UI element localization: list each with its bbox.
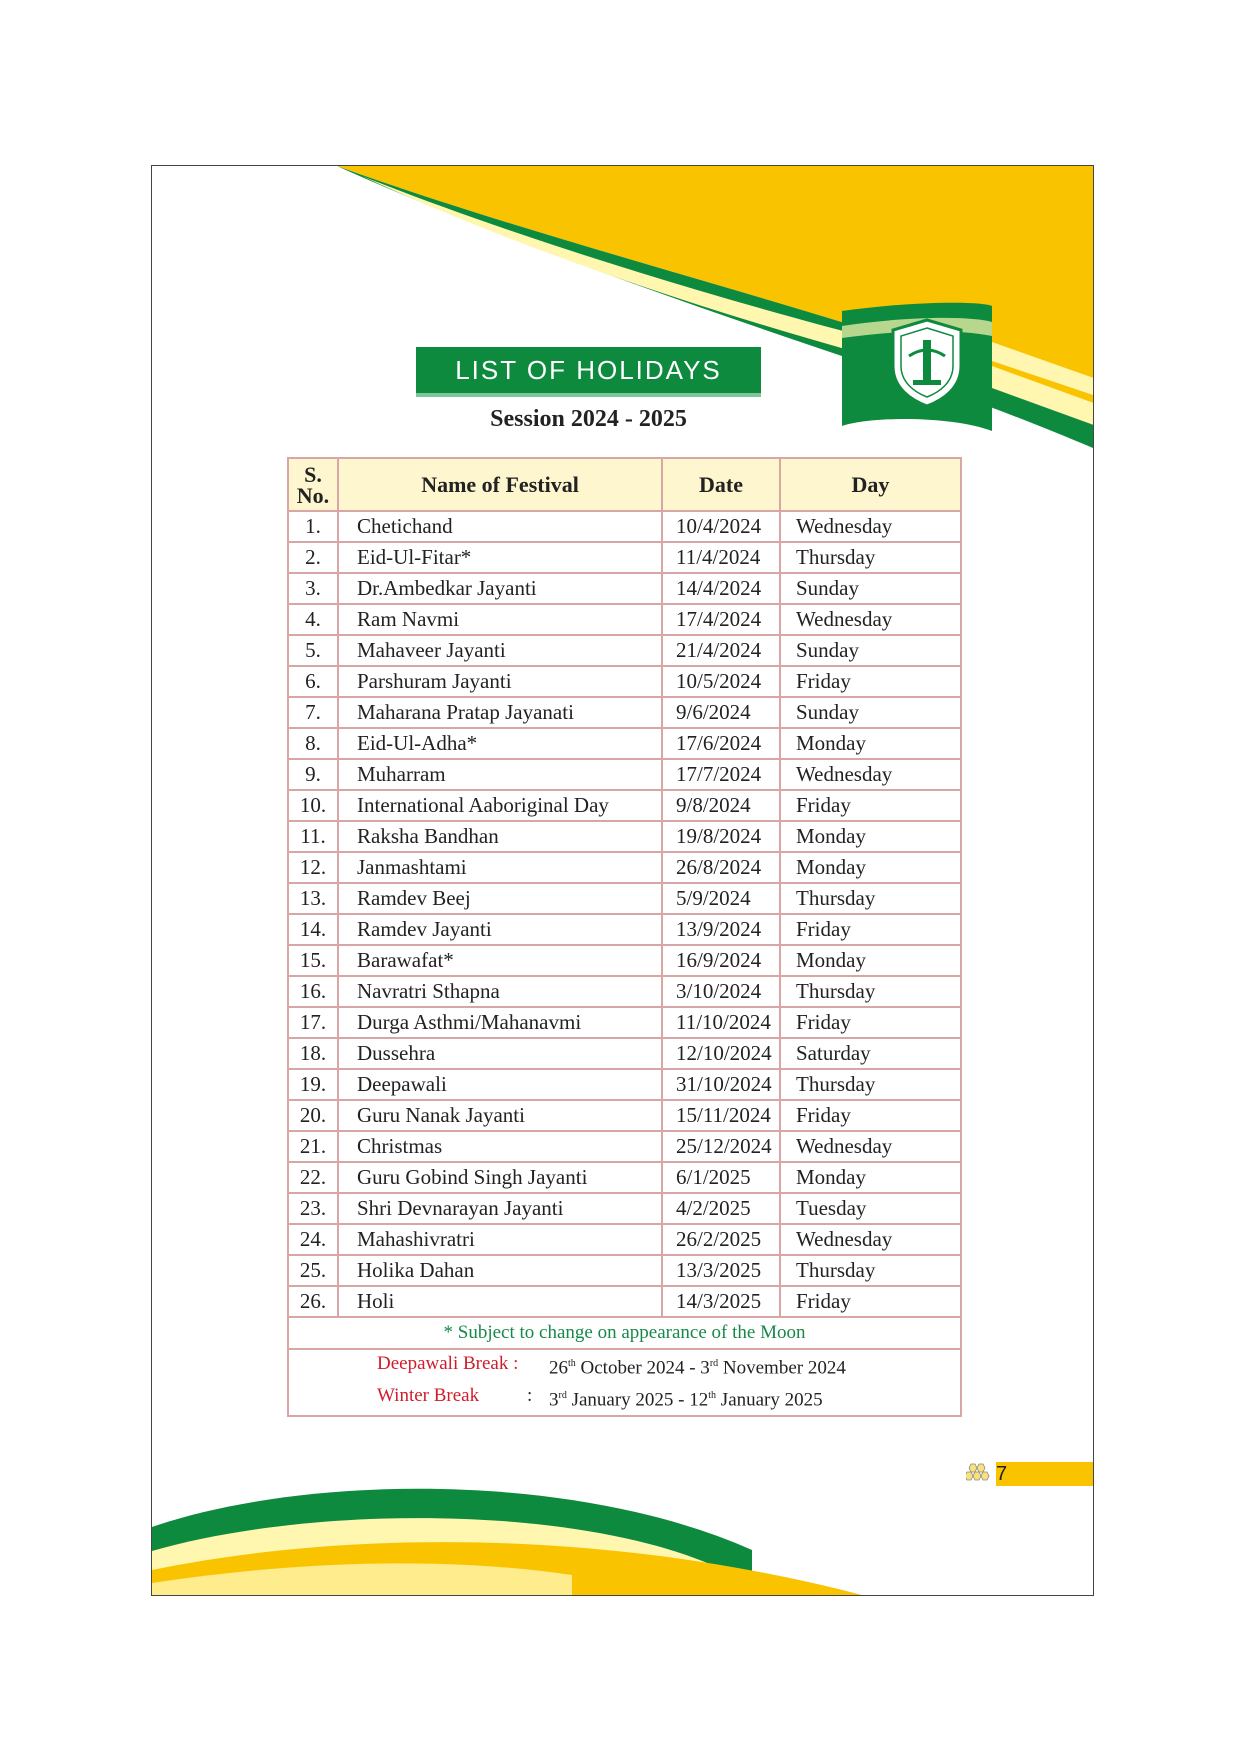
sno-cell: 22. (288, 1162, 338, 1193)
break-dates: 3rd January 2025 - 12th January 2025 (549, 1389, 823, 1411)
sno-cell: 26. (288, 1286, 338, 1317)
day-cell: Thursday (780, 976, 961, 1007)
header-sno: S. No. (288, 458, 338, 511)
header-name: Name of Festival (338, 458, 662, 511)
date-cell: 25/12/2024 (662, 1131, 780, 1162)
sno-cell: 12. (288, 852, 338, 883)
break-separator: : (527, 1385, 533, 1407)
day-cell: Monday (780, 945, 961, 976)
sno-cell: 17. (288, 1007, 338, 1038)
table-row (288, 666, 961, 697)
break-label: Winter Break (377, 1385, 480, 1407)
sno-cell: 23. (288, 1193, 338, 1224)
day-cell: Saturday (780, 1038, 961, 1069)
festival-name-cell: Dr.Ambedkar Jayanti (338, 573, 662, 604)
festival-name-cell: Ramdev Beej (338, 883, 662, 914)
day-cell: Friday (780, 914, 961, 945)
day-cell: Friday (780, 790, 961, 821)
break-label: Deepawali Break : (377, 1353, 519, 1374)
festival-name-cell: International Aaboriginal Day (338, 790, 662, 821)
day-cell: Wednesday (780, 1131, 961, 1162)
day-cell: Sunday (780, 573, 961, 604)
festival-name-cell: Dussehra (338, 1038, 662, 1069)
table-row (288, 1224, 961, 1255)
date-cell: 5/9/2024 (662, 883, 780, 914)
day-cell: Wednesday (780, 759, 961, 790)
day-cell: Wednesday (780, 1224, 961, 1255)
table-header-row (288, 458, 961, 511)
table-row (288, 1162, 961, 1193)
table-row (288, 604, 961, 635)
festival-name-cell: Ramdev Jayanti (338, 914, 662, 945)
date-cell: 9/6/2024 (662, 697, 780, 728)
festival-name-cell: Christmas (338, 1131, 662, 1162)
date-cell: 6/1/2025 (662, 1162, 780, 1193)
sno-cell: 14. (288, 914, 338, 945)
sno-cell: 1. (288, 511, 338, 542)
sno-cell: 19. (288, 1069, 338, 1100)
festival-name-cell: Eid-Ul-Fitar* (338, 542, 662, 573)
day-cell: Wednesday (780, 604, 961, 635)
sno-cell: 20. (288, 1100, 338, 1131)
page-frame (151, 165, 1094, 1596)
table-row (288, 635, 961, 666)
festival-name-cell: Guru Gobind Singh Jayanti (338, 1162, 662, 1193)
table-row (288, 914, 961, 945)
day-cell: Monday (780, 1162, 961, 1193)
break-item (377, 1350, 960, 1382)
table-row (288, 1100, 961, 1131)
date-cell: 13/3/2025 (662, 1255, 780, 1286)
festival-name-cell: Shri Devnarayan Jayanti (338, 1193, 662, 1224)
table-row (288, 1286, 961, 1317)
sno-cell: 25. (288, 1255, 338, 1286)
date-cell: 19/8/2024 (662, 821, 780, 852)
festival-name-cell: Ram Navmi (338, 604, 662, 635)
date-cell: 11/10/2024 (662, 1007, 780, 1038)
day-cell: Thursday (780, 1255, 961, 1286)
sno-cell: 5. (288, 635, 338, 666)
table-row (288, 1193, 961, 1224)
festival-name-cell: Parshuram Jayanti (338, 666, 662, 697)
sno-cell: 8. (288, 728, 338, 759)
sno-cell: 3. (288, 573, 338, 604)
festival-name-cell: Barawafat* (338, 945, 662, 976)
table-row (288, 542, 961, 573)
breaks-row (288, 1349, 961, 1416)
table-row (288, 759, 961, 790)
date-cell: 12/10/2024 (662, 1038, 780, 1069)
bottom-wave-decoration (152, 1465, 1093, 1595)
sno-cell: 18. (288, 1038, 338, 1069)
festival-name-cell: Raksha Bandhan (338, 821, 662, 852)
day-cell: Thursday (780, 883, 961, 914)
date-cell: 3/10/2024 (662, 976, 780, 1007)
table-row (288, 790, 961, 821)
table-row (288, 728, 961, 759)
sno-cell: 13. (288, 883, 338, 914)
table-row (288, 883, 961, 914)
sno-cell: 21. (288, 1131, 338, 1162)
table-row (288, 1255, 961, 1286)
day-cell: Sunday (780, 635, 961, 666)
page-title: LIST OF HOLIDAYS (416, 347, 761, 393)
holiday-table (287, 457, 962, 1417)
day-cell: Tuesday (780, 1193, 961, 1224)
break-separator (527, 1350, 549, 1382)
sno-cell: 16. (288, 976, 338, 1007)
festival-name-cell: Holika Dahan (338, 1255, 662, 1286)
session-subtitle: Session 2024 - 2025 (490, 406, 687, 432)
table-row (288, 945, 961, 976)
moon-note: * Subject to change on appearance of the Moon (288, 1317, 961, 1349)
day-cell: Thursday (780, 1069, 961, 1100)
table-row (288, 1007, 961, 1038)
note-row (288, 1317, 961, 1349)
break-dates: 26th October 2024 - 3rd November 2024 (549, 1357, 846, 1379)
table-row (288, 573, 961, 604)
table-row (288, 852, 961, 883)
date-cell: 14/3/2025 (662, 1286, 780, 1317)
table-row (288, 1131, 961, 1162)
festival-name-cell: Muharram (338, 759, 662, 790)
date-cell: 9/8/2024 (662, 790, 780, 821)
day-cell: Friday (780, 1286, 961, 1317)
day-cell: Friday (780, 666, 961, 697)
table-row (288, 821, 961, 852)
date-cell: 17/4/2024 (662, 604, 780, 635)
header-date: Date (662, 458, 780, 511)
date-cell: 10/5/2024 (662, 666, 780, 697)
date-cell: 17/6/2024 (662, 728, 780, 759)
sno-cell: 2. (288, 542, 338, 573)
sno-cell: 11. (288, 821, 338, 852)
day-cell: Wednesday (780, 511, 961, 542)
festival-name-cell: Eid-Ul-Adha* (338, 728, 662, 759)
sno-cell: 10. (288, 790, 338, 821)
date-cell: 14/4/2024 (662, 573, 780, 604)
date-cell: 26/8/2024 (662, 852, 780, 883)
sno-cell: 24. (288, 1224, 338, 1255)
date-cell: 21/4/2024 (662, 635, 780, 666)
day-cell: Monday (780, 852, 961, 883)
festival-name-cell: Mahashivratri (338, 1224, 662, 1255)
day-cell: Friday (780, 1100, 961, 1131)
festival-name-cell: Mahaveer Jayanti (338, 635, 662, 666)
date-cell: 13/9/2024 (662, 914, 780, 945)
date-cell: 4/2/2025 (662, 1193, 780, 1224)
table-row (288, 1038, 961, 1069)
date-cell: 16/9/2024 (662, 945, 780, 976)
day-cell: Thursday (780, 542, 961, 573)
date-cell: 26/2/2025 (662, 1224, 780, 1255)
table-row (288, 697, 961, 728)
day-cell: Monday (780, 728, 961, 759)
festival-name-cell: Guru Nanak Jayanti (338, 1100, 662, 1131)
sno-cell: 9. (288, 759, 338, 790)
table-row (288, 976, 961, 1007)
school-crest-logo (887, 316, 967, 408)
day-cell: Friday (780, 1007, 961, 1038)
date-cell: 11/4/2024 (662, 542, 780, 573)
sno-cell: 7. (288, 697, 338, 728)
sno-cell: 6. (288, 666, 338, 697)
table-row (288, 1069, 961, 1100)
festival-name-cell: Maharana Pratap Jayanati (338, 697, 662, 728)
festival-name-cell: Chetichand (338, 511, 662, 542)
festival-name-cell: Deepawali (338, 1069, 662, 1100)
sno-cell: 4. (288, 604, 338, 635)
date-cell: 17/7/2024 (662, 759, 780, 790)
festival-name-cell: Janmashtami (338, 852, 662, 883)
break-item (377, 1382, 960, 1414)
date-cell: 31/10/2024 (662, 1069, 780, 1100)
festival-name-cell: Navratri Sthapna (338, 976, 662, 1007)
header-day: Day (780, 458, 961, 511)
day-cell: Monday (780, 821, 961, 852)
table-row (288, 511, 961, 542)
sno-cell: 15. (288, 945, 338, 976)
day-cell: Sunday (780, 697, 961, 728)
page-number: 7 (996, 1463, 1008, 1485)
festival-name-cell: Durga Asthmi/Mahanavmi (338, 1007, 662, 1038)
date-cell: 10/4/2024 (662, 511, 780, 542)
date-cell: 15/11/2024 (662, 1100, 780, 1131)
festival-name-cell: Holi (338, 1286, 662, 1317)
